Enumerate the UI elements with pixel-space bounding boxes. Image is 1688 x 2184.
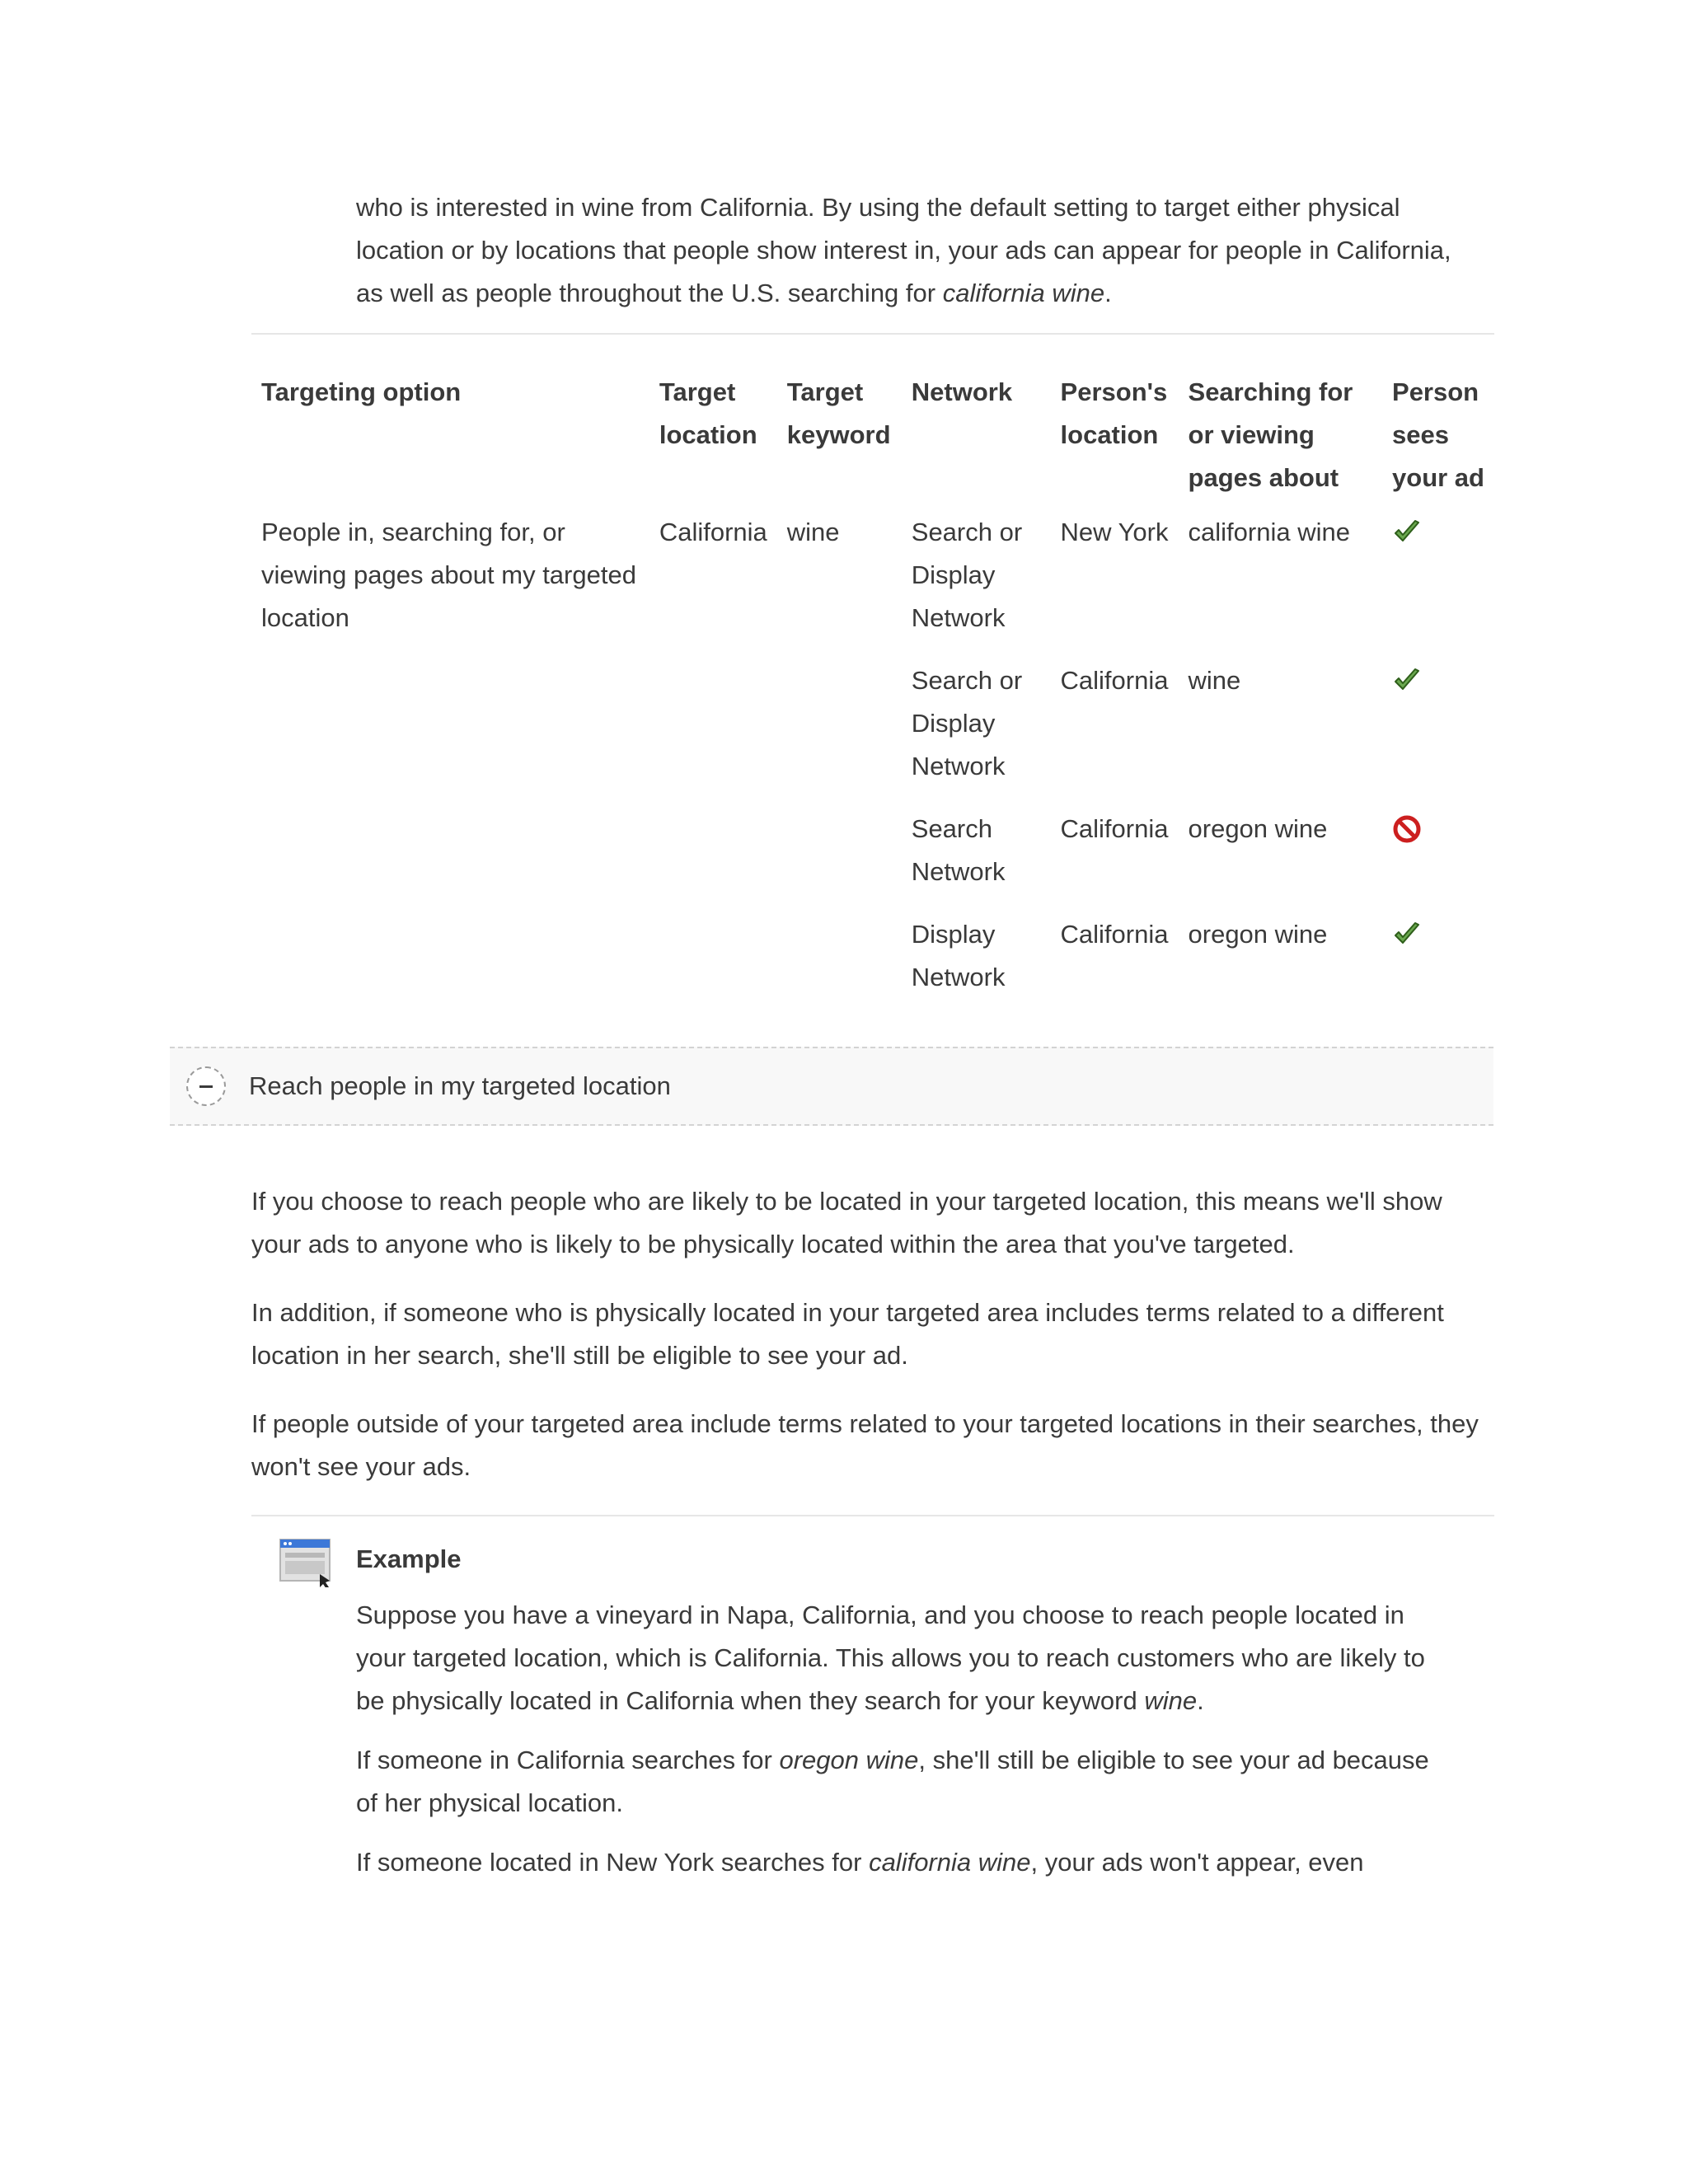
table-row xyxy=(251,511,1494,659)
example-italic: california wine xyxy=(869,1848,1031,1877)
table-header-row xyxy=(251,363,1494,511)
cell-target-location: California xyxy=(659,518,767,546)
check-icon xyxy=(1392,920,1422,949)
intro-paragraph xyxy=(356,186,1452,315)
collapse-minus-icon[interactable] xyxy=(186,1066,226,1106)
cell-result xyxy=(1382,913,1494,1019)
example-paragraph-1 xyxy=(356,1594,1452,1722)
header-searching-for: Searching for or viewing pages about xyxy=(1188,377,1353,492)
body-paragraph-2: In addition, if someone who is physically located in your targeted area includes terms related to a different location in her search, she'll still be eligible to see your ad. xyxy=(251,1298,1444,1370)
example-text: If someone in California searches for xyxy=(356,1746,780,1774)
example-paragraph-2 xyxy=(356,1739,1452,1825)
check-icon xyxy=(1392,518,1422,547)
example-title: Example xyxy=(356,1544,462,1573)
cell-targeting-option: People in, searching for, or viewing pages about my targeted location xyxy=(261,518,636,632)
divider xyxy=(251,1515,1494,1516)
header-target-location: Target location xyxy=(659,377,757,449)
cell-persons-location: California xyxy=(1060,666,1169,695)
cell-network: Search or Display Network xyxy=(911,518,1023,632)
cell-persons-location: California xyxy=(1060,814,1169,843)
cell-searching-for: california wine xyxy=(1188,518,1350,546)
cell-searching-for: oregon wine xyxy=(1188,814,1328,843)
example-text-end: , your ads won't appear, even xyxy=(1030,1848,1364,1877)
browser-window-icon xyxy=(279,1538,335,1587)
intro-text: who is interested in wine from California. By using the default setting to target either physical location or by locations that people show interest in, your ads can appear for people in California, as well as people throughout the U.S. searching for xyxy=(356,193,1451,307)
body-paragraph-1: If you choose to reach people who are likely to be located in your targeted location, this means we'll show your ads to anyone who is likely to be physically located within the area that you've targeted. xyxy=(251,1187,1442,1258)
cell-target-keyword: wine xyxy=(786,518,840,546)
intro-italic: california wine xyxy=(942,279,1105,307)
cell-network: Search Network xyxy=(911,814,1006,886)
example-text-end: , she'll still be eligible to see your ad because of her physical location. xyxy=(356,1746,1429,1817)
cell-result xyxy=(1382,659,1494,808)
divider xyxy=(251,333,1494,335)
cell-result xyxy=(1382,511,1494,659)
example-italic: wine xyxy=(1144,1686,1198,1715)
check-icon xyxy=(1392,666,1422,696)
cell-searching-for: oregon wine xyxy=(1188,920,1328,949)
expander-label[interactable]: Reach people in my targeted location xyxy=(249,1071,671,1100)
cell-result xyxy=(1382,808,1494,913)
example-italic: oregon wine xyxy=(779,1746,919,1774)
header-network: Network xyxy=(911,377,1013,406)
example-text: If someone located in New York searches for xyxy=(356,1848,870,1877)
intro-text-end: . xyxy=(1104,279,1112,307)
cell-network: Search or Display Network xyxy=(911,666,1023,780)
cell-searching-for: wine xyxy=(1188,666,1241,695)
body-paragraph-3: If people outside of your targeted area include terms related to your targeted locations in their searches, they won't see your ads. xyxy=(251,1409,1479,1481)
example-text: Suppose you have a vineyard in Napa, California, and you choose to reach people located in your targeted location, which is California. This allows you to reach customers who are likely to be physically located in California when they search for your keyword xyxy=(356,1601,1425,1715)
targeting-table xyxy=(251,363,1494,1019)
example-text-end: . xyxy=(1197,1686,1204,1715)
example-paragraph-3 xyxy=(356,1841,1452,1884)
cell-network: Display Network xyxy=(911,920,1006,991)
expander-reach-targeted-location[interactable] xyxy=(170,1047,1493,1126)
header-targeting-option: Targeting option xyxy=(261,377,462,406)
header-person-sees-ad: Person sees your ad xyxy=(1392,377,1484,492)
cell-persons-location: California xyxy=(1060,920,1169,949)
cell-persons-location: New York xyxy=(1060,518,1169,546)
header-target-keyword: Target keyword xyxy=(786,377,891,449)
header-persons-location: Person's location xyxy=(1060,377,1168,449)
prohibited-icon xyxy=(1392,814,1422,844)
